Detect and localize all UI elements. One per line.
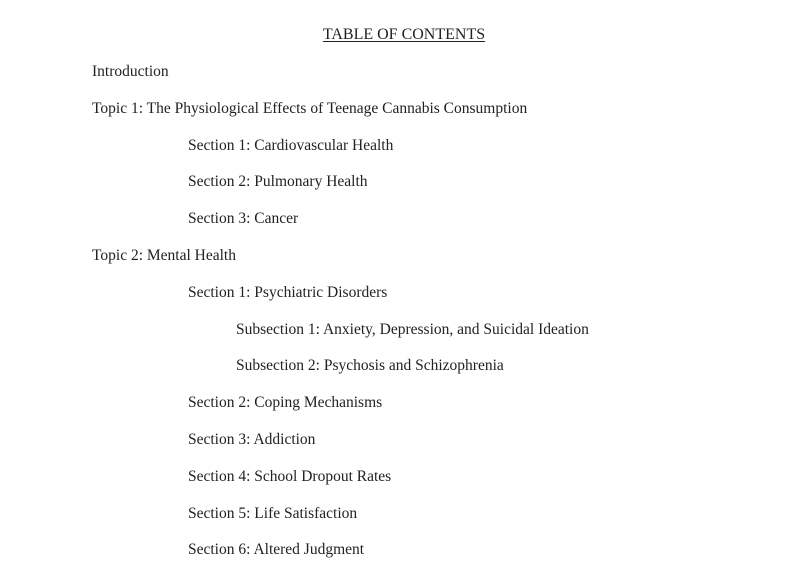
toc-entry-topic-1-section-3: Section 3: Cancer [188,210,299,227]
toc-entry-topic-2: Topic 2: Mental Health [92,247,236,264]
toc-entry-topic-2-section-5: Section 5: Life Satisfaction [188,505,358,522]
toc-entry-topic-1-section-1: Section 1: Cardiovascular Health [188,137,394,154]
toc-entry-topic-1: Topic 1: The Physiological Effects of Teenage Cannabis Consumption [92,100,528,117]
toc-entry-topic-2-section-1: Section 1: Psychiatric Disorders [188,284,388,301]
toc-entry-topic-1-section-2: Section 2: Pulmonary Health [188,173,368,190]
toc-entry-topic-2-section-2: Section 2: Coping Mechanisms [188,394,383,411]
toc-entry-introduction: Introduction [92,63,169,80]
toc-entry-topic-2-section-3: Section 3: Addiction [188,431,316,448]
toc-entry-subsection-2: Subsection 2: Psychosis and Schizophrenia [236,357,504,374]
toc-entry-topic-2-section-6: Section 6: Altered Judgment [188,541,365,558]
toc-entry-subsection-1: Subsection 1: Anxiety, Depression, and Suicidal Ideation [236,321,589,338]
toc-title: TABLE OF CONTENTS [322,26,486,43]
toc-entry-topic-2-section-4: Section 4: School Dropout Rates [188,468,392,485]
